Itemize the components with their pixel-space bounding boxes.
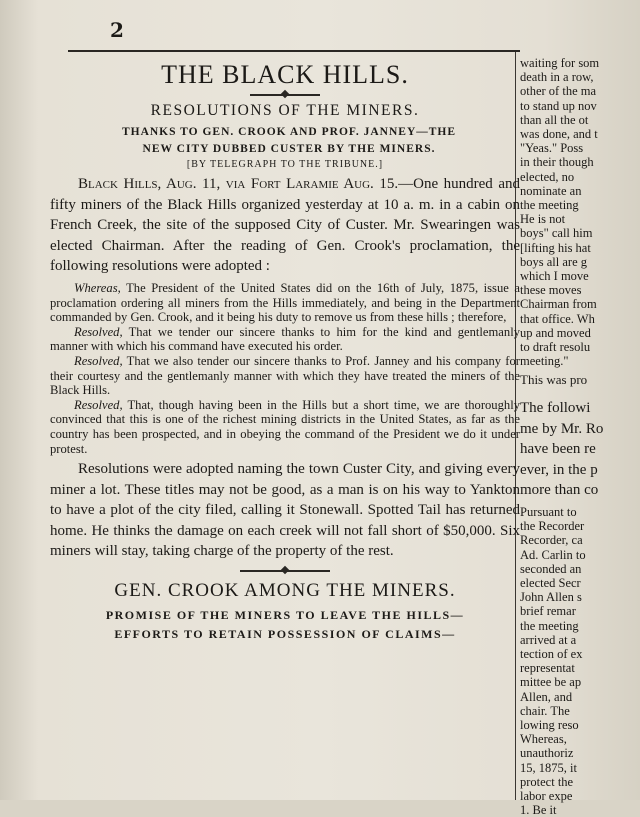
right-column-line: the meeting (520, 618, 579, 633)
right-column-line: the meeting (520, 198, 579, 213)
resolution-label: Whereas, (74, 280, 121, 295)
right-column-line: that office. Wh (520, 311, 595, 326)
right-column-line: [lifting his hat (520, 240, 591, 255)
right-column-line: death in a row, (520, 70, 594, 85)
right-column-line: 15, 1875, it (520, 760, 577, 775)
right-column-bottom-text (520, 505, 640, 817)
right-column-line: boys" call him (520, 226, 593, 241)
resolution-text: That we also tender our sincere thanks to Prof. Janney and his company for their courtesy and the gentlemanly manner with which they have treated the miners of the Black Hills. (50, 353, 520, 398)
right-column-line: arrived at a (520, 632, 577, 647)
right-column-line: more than co (520, 482, 599, 499)
resolution-text: That we tender our sincere thanks to him for the kind and gentlemanly manner with which his command have executed his order. (50, 324, 520, 354)
page-number: 2 (110, 18, 124, 42)
right-column-line: labor expe (520, 789, 573, 804)
right-column-line: meeting." (520, 354, 569, 369)
right-column-line: Allen, and (520, 689, 573, 704)
right-column-line: representat (520, 661, 575, 676)
right-column-line: other of the ma (520, 84, 597, 99)
right-column-line: boys all are g (520, 254, 587, 269)
right-column-line: John Allen s (520, 590, 582, 605)
main-article-column (50, 56, 520, 800)
resolution (50, 281, 520, 325)
right-column-line: lowing reso (520, 718, 579, 733)
right-column-mid-text (520, 398, 640, 501)
resolution-text: The President of the United States did on the 16th of July, 1875, issue a proclamation ordering all miners from the Hills immediately, and being in the Department commanded by Gen. Crook, and it being his duty to remove us from these hills ; therefore, (50, 280, 520, 325)
right-column-line: This was pro (520, 372, 588, 388)
right-column-top-text (520, 56, 640, 368)
deck-line: PROMISE OF THE MINERS TO LEAVE THE HILLS— (105, 608, 465, 623)
article-subhead: RESOLUTIONS OF THE MINERS. (150, 102, 420, 119)
lead-text: —One hundred and fifty miners of the Black Hills organized yesterday at 10 a. m. in a cabin on French Creek, the site of the supposed City of Custer. Mr. Swearingen was elected Chairman. After the reading of Gen. Crook's proclamation, the following resolutions were adopted : (50, 176, 520, 275)
article-deck (58, 124, 520, 158)
second-article-deck (50, 606, 520, 644)
resolution (50, 325, 520, 354)
right-column-line: in their though (520, 155, 594, 170)
lead-paragraph (50, 174, 520, 277)
second-article-title: GEN. CROOK AMONG THE MINERS. (114, 580, 456, 602)
dateline: Black Hills, Aug. 11, via Fort Laramie Aug. 15. (78, 176, 399, 192)
right-column-line: me by Mr. Ro (520, 420, 604, 437)
right-column-line: Pursuant to (520, 504, 577, 519)
right-column-line: elected Secr (520, 575, 581, 590)
right-column-line: Whereas, (520, 732, 567, 747)
resolution-label: Resolved, (74, 324, 123, 339)
right-column-line: the Recorder (520, 519, 585, 534)
right-column-line: ever, in the p (520, 461, 598, 478)
right-column-line: elected, no (520, 169, 575, 184)
right-column-line: nominate an (520, 183, 582, 198)
resolution-text: That, though having been in the Hills but a short time, we are thoroughly convinced that this is one of the richest mining districts in the United States, as far as the country has been prospected, and in obeying the command of the President we do it under protest. (50, 397, 520, 456)
resolution-label: Resolved, (74, 353, 123, 368)
header-rule (68, 50, 520, 52)
right-column-line: protect the (520, 774, 574, 789)
right-column-line: He is not (520, 212, 566, 227)
deck-line: EFFORTS TO RETAIN POSSESSION OF CLAIMS— (114, 627, 456, 642)
right-column-fragment (520, 56, 640, 817)
resolution (50, 398, 520, 456)
deck-line: THANKS TO GEN. CROOK AND PROF. JANNEY—THE (121, 126, 457, 138)
right-column-line: tection of ex (520, 647, 583, 661)
resolution (50, 354, 520, 398)
right-column-line: The followi (520, 400, 591, 417)
right-column-line: was done, and t (520, 127, 598, 142)
ornamental-rule (250, 94, 320, 96)
right-column-line: Recorder, ca (520, 533, 583, 548)
right-column-line: these moves (520, 283, 582, 298)
resolution-label: Resolved, (74, 397, 123, 412)
right-column-line: than all the ot (520, 112, 589, 127)
right-column-line: unauthoriz (520, 746, 574, 761)
article-title: THE BLACK HILLS. (161, 60, 409, 89)
right-column-line: to draft resolu (520, 340, 591, 355)
right-column-line: which I move (520, 269, 589, 284)
right-column-line: seconded an (520, 561, 582, 576)
right-column-line: up and moved (520, 325, 591, 340)
right-column-line: mittee be ap (520, 675, 582, 690)
right-column-line: Chairman from (520, 297, 597, 312)
closing-paragraph: Resolutions were adopted naming the town Custer City, and giving every miner a lot. These titles may not be good, as a man is on his way to Yankton to have a plot of the city filed, calling it Stonewall. Spotted Tail has returned home. He thinks the damage on each creek will not fall short of $50,000. Six miners will stay, taking charge of the property of the rest. (50, 461, 520, 560)
right-column-line: 1. Be it (520, 803, 557, 817)
right-column-line: brief remar (520, 604, 576, 619)
right-column-line: chair. The (520, 703, 570, 718)
deck-line: NEW CITY DUBBED CUSTER BY THE MINERS. (142, 143, 436, 155)
right-column-line: waiting for som (520, 56, 600, 70)
ornamental-rule (240, 570, 330, 572)
byline: [BY TELEGRAPH TO THE TRIBUNE.] (186, 159, 384, 170)
right-column-line: "Yeas." Poss (520, 141, 584, 156)
right-column-line: Ad. Carlin to (520, 547, 586, 562)
right-column-line: have been re (520, 441, 596, 458)
right-column-line: to stand up nov (520, 98, 597, 113)
